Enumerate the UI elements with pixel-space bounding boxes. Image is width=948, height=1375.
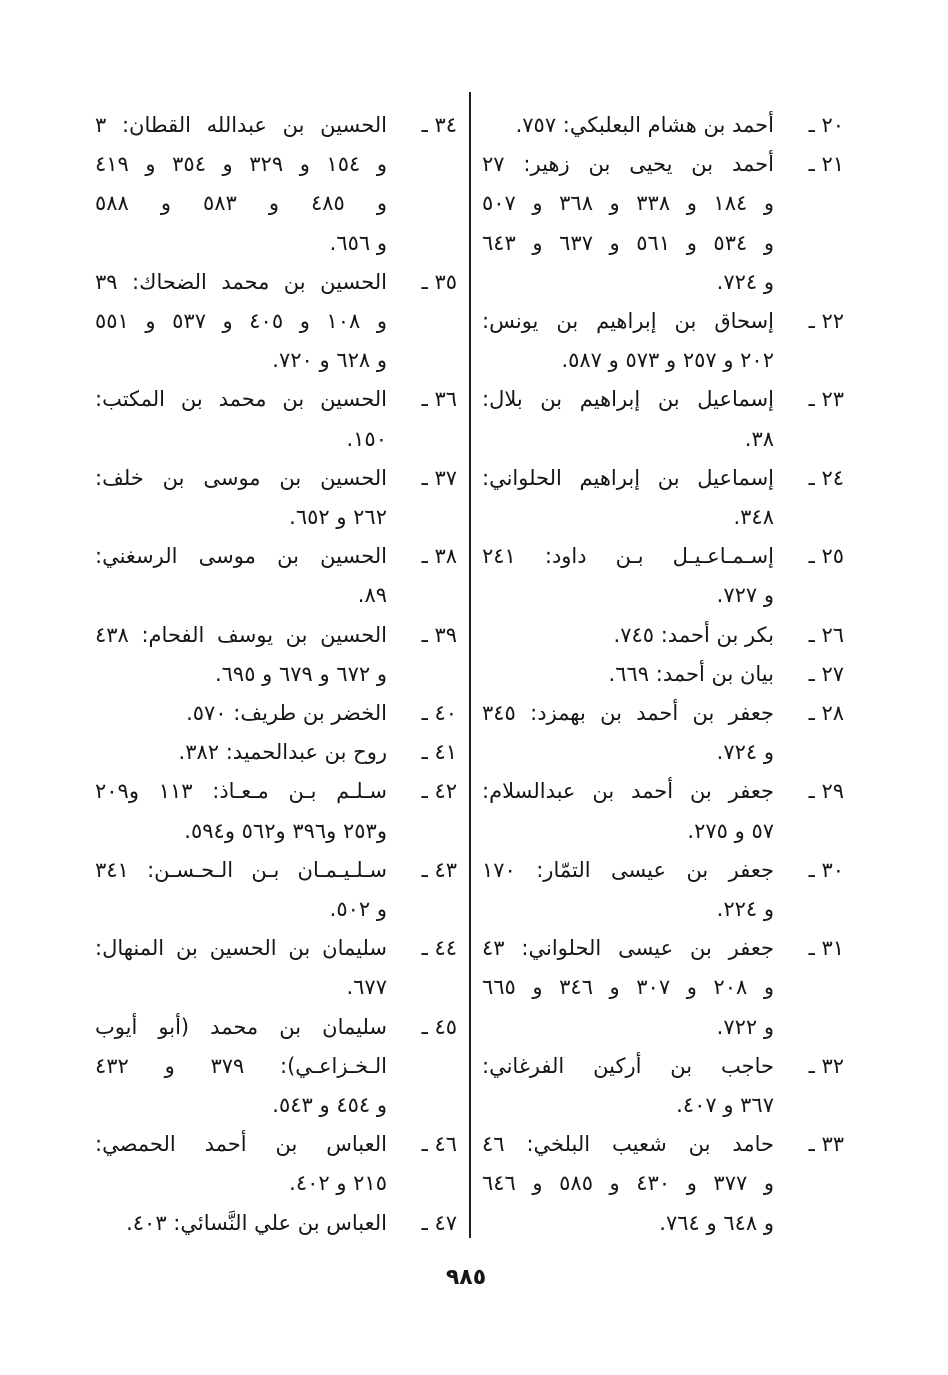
entry-line: سـلـيـمـان بـن الـحـسـن: ٣٤١ <box>95 857 387 882</box>
entry-line: ٦٧٧. <box>346 975 387 1000</box>
entry-line: و ٢٠٨ و ٣٠٧ و ٣٤٦ و ٦٦٥ <box>482 975 774 1000</box>
entry-line: و٢٥٣ و٣٩٦ و٥٦٢ و٥٩٤. <box>184 818 387 843</box>
index-entry <box>95 263 457 381</box>
entry-text <box>95 616 387 694</box>
entry-text <box>95 733 387 772</box>
index-column-left <box>95 106 457 1243</box>
entry-line: أحمد بن يحيى بن زهير: ٢٧ <box>482 152 774 177</box>
index-entry <box>482 145 844 302</box>
entry-text <box>95 380 387 458</box>
entry-line: ٨٩. <box>357 583 387 608</box>
entry-line: سـلـم بـن مـعـاذ: ١١٣ و٢٠٩ <box>95 779 387 804</box>
entry-number: ٢٦ ـ <box>808 622 844 647</box>
entry-number: ٤٤ ـ <box>421 936 457 961</box>
entry-line: ٢٠٢ و ٢٥٧ و ٥٧٣ و ٥٨٧. <box>561 348 774 373</box>
index-entry <box>482 459 844 537</box>
entry-text <box>482 694 774 772</box>
entry-line: حاجب بن أركين الفرغاني: <box>482 1053 774 1078</box>
page-number: ٩٨٥ <box>445 1265 487 1290</box>
entry-number: ٤٥ ـ <box>421 1014 457 1039</box>
entry-line: و ٧٢٤. <box>716 269 774 294</box>
entry-text <box>482 459 774 537</box>
entry-number: ٤٣ ـ <box>421 857 457 882</box>
index-entry <box>95 1125 457 1203</box>
entry-text <box>95 537 387 615</box>
entry-line: العباس بن أحمد الحمصي: <box>95 1132 387 1157</box>
index-entry <box>482 302 844 380</box>
entry-line: بيان بن أحمد: ٦٦٩. <box>608 661 774 686</box>
entry-text <box>95 263 387 381</box>
index-entry <box>482 616 844 655</box>
entry-line: و ٦٧٢ و ٦٧٩ و ٦٩٥. <box>214 661 387 686</box>
index-entry <box>482 772 844 850</box>
entry-line: و ٥٣٤ و ٥٦١ و ٦٣٧ و ٦٤٣ <box>482 230 774 255</box>
entry-text <box>482 929 774 1047</box>
entry-line: أحمد بن هشام البعلبكي: ٧٥٧. <box>515 113 774 137</box>
entry-number: ٣٢ ـ <box>808 1053 844 1078</box>
index-entry <box>95 459 457 537</box>
entry-line: الـخـزاعـي): ٣٧٩ و ٤٣٢ <box>95 1053 387 1078</box>
entry-number: ٢٢ ـ <box>808 309 844 334</box>
entry-number: ٢٠ ـ <box>808 113 844 137</box>
entry-line: العباس بن علي النَّسائي: ٤٠٣. <box>126 1210 387 1235</box>
entry-number: ٤٠ ـ <box>421 701 457 726</box>
entry-line: و ١٠٨ و ٤٠٥ و ٥٣٧ و ٥٥١ <box>95 309 387 334</box>
entry-number: ٢٣ ـ <box>808 387 844 412</box>
entry-line: ٢١٥ و ٤٠٢. <box>289 1171 387 1196</box>
entry-line: ٣٦٧ و ٤٠٧. <box>676 1093 774 1118</box>
entry-number: ٢٧ ـ <box>808 661 844 686</box>
entry-line: و ٦٤٨ و ٧٦٤. <box>659 1210 774 1235</box>
entry-text <box>95 1008 387 1126</box>
entry-line: روح بن عبدالحميد: ٣٨٢. <box>178 740 387 765</box>
index-entry <box>482 1047 844 1125</box>
index-entry <box>95 106 457 263</box>
entry-line: الحسين بن عبدالله القطان: ٣ <box>95 113 387 137</box>
entry-line: ٣٨. <box>744 426 774 451</box>
entry-text <box>95 1204 387 1243</box>
entry-text <box>482 772 774 850</box>
index-entry <box>95 772 457 850</box>
entry-number: ٣٠ ـ <box>808 857 844 882</box>
entry-text <box>482 1125 774 1243</box>
entry-text <box>482 106 774 145</box>
entry-text <box>95 694 387 733</box>
entry-line: ١٥٠. <box>346 426 387 451</box>
entry-line: ٢٦٢ و ٦٥٢. <box>289 505 387 530</box>
entry-line: و ١٥٤ و ٣٢٩ و ٣٥٤ و ٤١٩ <box>95 152 387 177</box>
index-column-right <box>482 106 844 1243</box>
entry-number: ٤٦ ـ <box>421 1132 457 1157</box>
entry-text <box>482 380 774 458</box>
entry-number: ٤٢ ـ <box>421 779 457 804</box>
entry-line: و ٧٢٤. <box>716 740 774 765</box>
index-entry <box>95 929 457 1007</box>
entry-text <box>95 1125 387 1203</box>
index-entry <box>482 929 844 1047</box>
entry-text <box>95 772 387 850</box>
entry-line: جعفر بن أحمد بن بهمزد: ٣٤٥ <box>482 701 774 726</box>
entry-line: الخضر بن طريف: ٥٧٠. <box>186 701 387 726</box>
entry-line: الحسين بن محمد بن المكتب: <box>95 387 387 412</box>
entry-text <box>95 929 387 1007</box>
entry-line: جعفر بن أحمد بن عبدالسلام: <box>482 779 774 804</box>
entry-text <box>482 655 774 694</box>
entry-line: و ٦٥٦. <box>329 230 387 255</box>
entry-text <box>482 537 774 615</box>
entry-line: و ٣٧٧ و ٤٣٠ و ٥٨٥ و ٦٤٦ <box>482 1171 774 1196</box>
entry-text <box>95 851 387 929</box>
entry-line: حامد بن شعيب البلخي: ٤٦ <box>482 1132 774 1157</box>
index-entry <box>95 733 457 772</box>
entry-number: ٣٧ ـ <box>421 465 457 490</box>
entry-number: ٢٥ ـ <box>808 544 844 569</box>
entry-line: و ٧٢٢. <box>716 1014 774 1039</box>
entry-line: سليمان بن محمد (أبو أيوب <box>95 1014 387 1039</box>
entry-number: ٢٤ ـ <box>808 465 844 490</box>
index-entry <box>95 694 457 733</box>
entry-line: سليمان بن الحسين بن المنهال: <box>95 936 387 961</box>
index-entry <box>482 1125 844 1243</box>
index-entry <box>482 380 844 458</box>
index-entry <box>95 1204 457 1243</box>
entry-text <box>482 302 774 380</box>
entry-line: الحسين بن يوسف الفحام: ٤٣٨ <box>95 622 387 647</box>
index-entry <box>482 537 844 615</box>
entry-line: إسحاق بن إبراهيم بن يونس: <box>482 309 774 334</box>
entry-number: ٣٩ ـ <box>421 622 457 647</box>
entry-line: و ١٨٤ و ٣٣٨ و ٣٦٨ و ٥٠٧ <box>482 191 774 216</box>
entry-text <box>482 851 774 929</box>
entry-line: ٣٤٨. <box>733 505 774 530</box>
column-divider <box>469 92 471 1238</box>
entry-text <box>482 145 774 302</box>
entry-line: و ٢٢٤. <box>716 897 774 922</box>
entry-number: ٣٦ ـ <box>421 387 457 412</box>
entry-text <box>482 1047 774 1125</box>
entry-text <box>95 106 387 263</box>
entry-line: جعفر بن عيسى التمّار: ١٧٠ <box>482 857 774 882</box>
entry-line: و ٤٨٥ و ٥٨٣ و ٥٨٨ <box>95 191 387 216</box>
entry-number: ٤٧ ـ <box>421 1210 457 1235</box>
entry-line: الحسين بن محمد الضحاك: ٣٩ <box>95 269 387 294</box>
index-entry <box>482 694 844 772</box>
entry-line: الحسين بن موسى الرسغني: <box>95 544 387 569</box>
entry-number: ٣٣ ـ <box>808 1132 844 1157</box>
index-entry <box>95 1008 457 1126</box>
entry-number: ٢٩ ـ <box>808 779 844 804</box>
entry-text <box>482 616 774 655</box>
index-entry <box>482 655 844 694</box>
index-entry <box>95 537 457 615</box>
entry-line: الحسين بن موسى بن خلف: <box>95 465 387 490</box>
entry-text <box>95 459 387 537</box>
entry-line: إسماعيل بن إبراهيم بن بلال: <box>482 387 774 412</box>
entry-line: و ٦٢٨ و ٧٢٠. <box>272 348 387 373</box>
entry-line: ٥٧ و ٢٧٥. <box>687 818 774 843</box>
entry-line: و ٥٠٢. <box>329 897 387 922</box>
entry-line: بكر بن أحمد: ٧٤٥. <box>613 622 774 647</box>
index-entry <box>482 851 844 929</box>
entry-number: ٢٨ ـ <box>808 701 844 726</box>
entry-number: ٣٨ ـ <box>421 544 457 569</box>
entry-line: جعفر بن عيسى الحلواني: ٤٣ <box>482 936 774 961</box>
entry-number: ٢١ ـ <box>808 152 844 177</box>
entry-number: ٤١ ـ <box>421 740 457 765</box>
index-entry <box>95 851 457 929</box>
entry-line: و ٤٥٤ و ٥٤٣. <box>272 1093 387 1118</box>
entry-line: إسـمـاعـيـل بـن داود: ٢٤١ <box>482 544 774 569</box>
entry-number: ٣٥ ـ <box>421 269 457 294</box>
entry-number: ٣١ ـ <box>808 936 844 961</box>
entry-line: و ٧٢٧. <box>716 583 774 608</box>
entry-number: ٣٤ ـ <box>421 113 457 137</box>
entry-line: إسماعيل بن إبراهيم الحلواني: <box>482 465 774 490</box>
index-entry <box>95 380 457 458</box>
index-entry <box>95 616 457 694</box>
index-entry <box>482 106 844 145</box>
